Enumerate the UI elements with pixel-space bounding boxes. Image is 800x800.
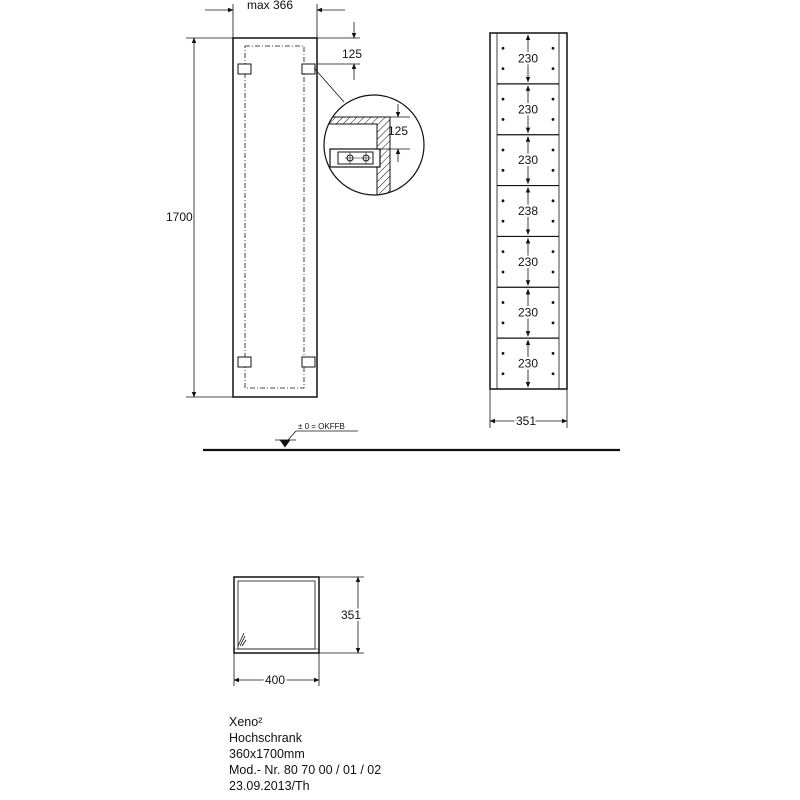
front-width-label: max 366 (247, 0, 294, 12)
pin-hole (552, 271, 554, 273)
model-number: Mod.- Nr. 80 70 00 / 01 / 02 (229, 763, 382, 777)
pin-hole (502, 200, 504, 202)
cabinet-top-outline (234, 577, 319, 653)
pin-hole (502, 47, 504, 49)
title-block (229, 714, 381, 794)
shelf-spacing-label: 230 (517, 153, 539, 168)
pin-hole (552, 322, 554, 324)
pin-hole (502, 68, 504, 70)
shelf-spacing-label: 230 (517, 102, 539, 117)
shelf-spacing-label: 230 (517, 254, 539, 269)
pin-hole (552, 149, 554, 151)
top-view (234, 577, 364, 686)
hinge-top-right (302, 64, 315, 74)
shelf-spacing-label: 230 (517, 356, 539, 371)
pin-hole (502, 373, 504, 375)
product-type: Hochschrank (229, 731, 302, 745)
top-depth-label: 351 (341, 608, 362, 622)
pin-hole (552, 302, 554, 304)
top-width-label: 400 (265, 673, 286, 687)
pin-hole (552, 353, 554, 355)
pin-hole (502, 302, 504, 304)
pin-hole (502, 353, 504, 355)
pin-hole (552, 98, 554, 100)
hinge-top-left (238, 64, 251, 74)
front-view (186, 4, 363, 397)
side-depth-label: 351 (516, 414, 537, 428)
pin-hole (552, 200, 554, 202)
pin-hole (502, 119, 504, 121)
pin-hole (502, 251, 504, 253)
hinge-bottom-right (302, 357, 315, 367)
mirror-panel (245, 46, 304, 388)
pin-hole (552, 119, 554, 121)
pin-hole (552, 220, 554, 222)
product-size: 360x1700mm (229, 747, 305, 761)
shelf-spacing-label: 230 (517, 51, 539, 66)
hinge-bottom-left (238, 357, 251, 367)
detail-dimension-label: 125 (388, 124, 409, 138)
pin-hole (552, 169, 554, 171)
shelf-spacing-label: 230 (517, 305, 539, 320)
drawing-date: 23.09.2013/Th (229, 779, 310, 793)
pin-hole (502, 220, 504, 222)
pin-hole (552, 47, 554, 49)
shelf-spacing-dimensions (518, 35, 538, 387)
pin-hole (552, 251, 554, 253)
front-height-label: 1700 (166, 210, 193, 224)
product-name: Xeno² (229, 715, 263, 729)
pin-hole (502, 98, 504, 100)
door-swing-icon (238, 633, 246, 646)
floor-level (203, 431, 620, 450)
level-marker-icon (280, 440, 290, 447)
floor-level-label: ± 0 = OKFFB (298, 422, 345, 431)
detail-view (318, 95, 424, 198)
pin-hole (552, 373, 554, 375)
shelf-spacing-label: 238 (517, 204, 539, 218)
pin-hole (502, 271, 504, 273)
pin-hole (502, 169, 504, 171)
pin-hole (502, 322, 504, 324)
pin-hole (502, 149, 504, 151)
pin-hole (552, 68, 554, 70)
hinge-offset-label: 125 (342, 47, 363, 61)
